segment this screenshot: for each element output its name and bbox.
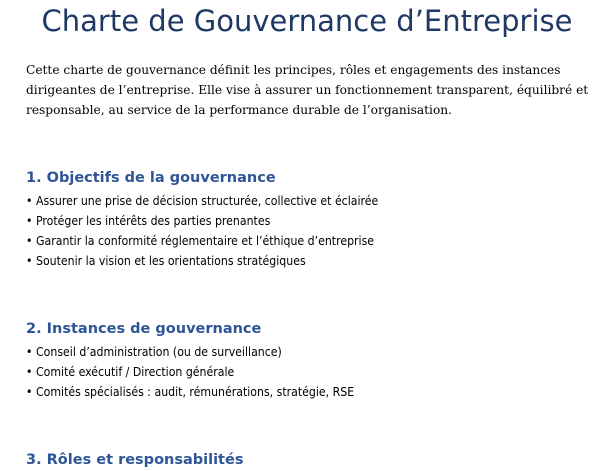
list-item xyxy=(26,191,378,211)
list-item xyxy=(26,382,354,402)
list-item xyxy=(26,251,378,271)
list-item-text: Conseil d’administration (ou de surveillance) xyxy=(36,345,282,359)
list-item xyxy=(26,362,354,382)
instances-list xyxy=(26,342,354,402)
bullet-icon: • xyxy=(26,234,33,248)
list-item-text: Comité exécutif / Direction générale xyxy=(36,365,235,379)
bullet-icon: • xyxy=(26,365,33,379)
list-item-text: Garantir la conformité réglementaire et l’éthique d’entreprise xyxy=(36,234,375,248)
objectifs-list xyxy=(26,191,378,271)
section-heading-objectifs: 1. Objectifs de la gouvernance xyxy=(26,170,276,186)
list-item xyxy=(26,231,378,251)
bullet-icon: • xyxy=(26,345,33,359)
list-item-text: Assurer une prise de décision structurée, collective et éclairée xyxy=(36,194,379,208)
bullet-icon: • xyxy=(26,214,33,228)
bullet-icon: • xyxy=(26,254,33,268)
section-heading-roles: 3. Rôles et responsabilités xyxy=(26,452,244,468)
bullet-icon: • xyxy=(26,194,33,208)
list-item xyxy=(26,342,354,362)
list-item-text: Protéger les intérêts des parties prenantes xyxy=(36,214,271,228)
list-item-text: Soutenir la vision et les orientations stratégiques xyxy=(36,254,306,268)
list-item-text: Comités spécialisés : audit, rémunérations, stratégie, RSE xyxy=(36,385,355,399)
document-title: Charte de Gouvernance d’Entreprise xyxy=(41,4,573,38)
list-item xyxy=(26,211,378,231)
intro-paragraph: Cette charte de gouvernance définit les principes, rôles et engagements des instances dirigeantes de l’entreprise. Elle vise à assurer un fonctionnement transparent, équilibré et responsable, au service de la performance durable de l’organisation. xyxy=(26,63,589,117)
bullet-icon: • xyxy=(26,385,33,399)
section-heading-instances: 2. Instances de gouvernance xyxy=(26,321,262,337)
